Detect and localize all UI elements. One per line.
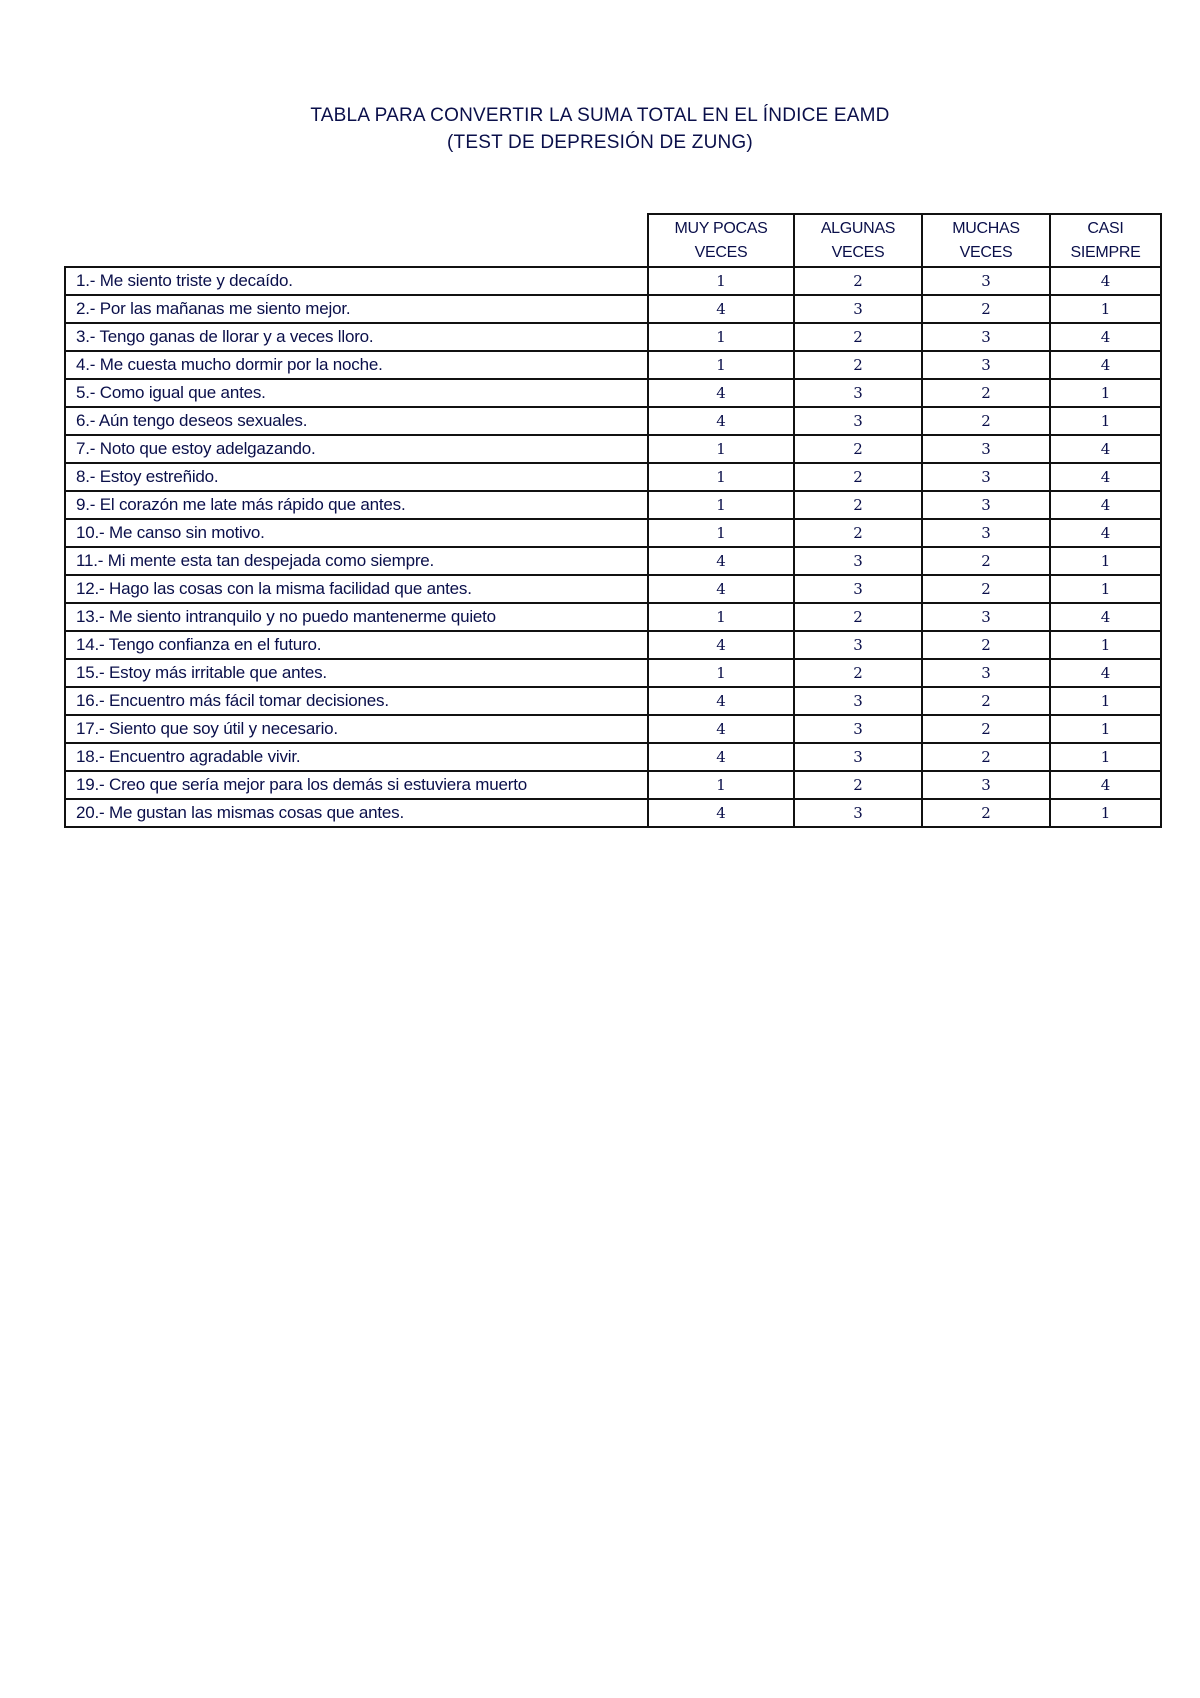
score-cell: 3 <box>794 575 922 603</box>
table-row <box>65 771 1161 799</box>
question-text: 2.- Por las mañanas me siento mejor. <box>65 295 648 323</box>
table-row <box>65 435 1161 463</box>
score-cell: 2 <box>794 491 922 519</box>
question-text: 4.- Me cuesta mucho dormir por la noche. <box>65 351 648 379</box>
header-muy-pocas-veces <box>648 214 794 267</box>
score-cell: 1 <box>1050 379 1161 407</box>
score-cell: 2 <box>922 743 1050 771</box>
score-cell: 3 <box>794 379 922 407</box>
score-cell: 4 <box>1050 771 1161 799</box>
question-text: 15.- Estoy más irritable que antes. <box>65 659 648 687</box>
question-text: 12.- Hago las cosas con la misma facilidad que antes. <box>65 575 648 603</box>
score-cell: 2 <box>922 799 1050 827</box>
score-cell: 1 <box>648 659 794 687</box>
table-row <box>65 743 1161 771</box>
table-row <box>65 323 1161 351</box>
header-line: VECES <box>959 243 1013 261</box>
table-row <box>65 407 1161 435</box>
table-row <box>65 295 1161 323</box>
question-text: 11.- Mi mente esta tan despejada como siempre. <box>65 547 648 575</box>
score-cell: 1 <box>648 463 794 491</box>
score-cell: 2 <box>794 771 922 799</box>
question-text: 9.- El corazón me late más rápido que antes. <box>65 491 648 519</box>
score-cell: 3 <box>794 799 922 827</box>
header-muchas-veces <box>922 214 1050 267</box>
score-cell: 2 <box>922 295 1050 323</box>
score-cell: 2 <box>922 631 1050 659</box>
table-row <box>65 575 1161 603</box>
table-row <box>65 267 1161 295</box>
score-cell: 3 <box>794 547 922 575</box>
score-cell: 1 <box>1050 631 1161 659</box>
table-row <box>65 491 1161 519</box>
score-cell: 1 <box>1050 743 1161 771</box>
score-cell: 4 <box>1050 491 1161 519</box>
score-cell: 4 <box>648 407 794 435</box>
question-text: 17.- Siento que soy útil y necesario. <box>65 715 648 743</box>
header-line: CASI <box>1087 219 1124 237</box>
score-cell: 1 <box>1050 547 1161 575</box>
score-cell: 1 <box>648 435 794 463</box>
score-cell: 2 <box>922 715 1050 743</box>
header-casi-siempre <box>1050 214 1161 267</box>
score-cell: 4 <box>648 295 794 323</box>
score-cell: 3 <box>922 659 1050 687</box>
score-cell: 2 <box>794 519 922 547</box>
score-cell: 4 <box>648 743 794 771</box>
score-cell: 2 <box>794 351 922 379</box>
score-cell: 2 <box>794 659 922 687</box>
table-row <box>65 631 1161 659</box>
score-cell: 3 <box>922 519 1050 547</box>
score-cell: 1 <box>648 323 794 351</box>
score-cell: 3 <box>922 351 1050 379</box>
question-text: 3.- Tengo ganas de llorar y a veces lloro. <box>65 323 648 351</box>
score-cell: 2 <box>922 547 1050 575</box>
score-cell: 4 <box>1050 603 1161 631</box>
question-text: 19.- Creo que sería mejor para los demás si estuviera muerto <box>65 771 648 799</box>
question-text: 14.- Tengo confianza en el futuro. <box>65 631 648 659</box>
score-cell: 1 <box>648 351 794 379</box>
score-cell: 4 <box>648 799 794 827</box>
score-cell: 3 <box>794 295 922 323</box>
question-text: 13.- Me siento intranquilo y no puedo mantenerme quieto <box>65 603 648 631</box>
score-cell: 3 <box>794 631 922 659</box>
score-cell: 4 <box>648 687 794 715</box>
score-cell: 4 <box>1050 323 1161 351</box>
table-row <box>65 519 1161 547</box>
table-body <box>65 267 1161 827</box>
score-cell: 4 <box>648 379 794 407</box>
score-cell: 1 <box>1050 407 1161 435</box>
score-cell: 2 <box>922 379 1050 407</box>
question-text: 10.- Me canso sin motivo. <box>65 519 648 547</box>
table-row <box>65 687 1161 715</box>
score-cell: 4 <box>648 547 794 575</box>
header-line: MUCHAS <box>952 219 1020 237</box>
score-cell: 4 <box>1050 267 1161 295</box>
table-row <box>65 603 1161 631</box>
score-cell: 4 <box>1050 519 1161 547</box>
table-row <box>65 715 1161 743</box>
header-line: VECES <box>831 243 885 261</box>
score-cell: 1 <box>1050 799 1161 827</box>
score-cell: 4 <box>648 575 794 603</box>
question-text: 6.- Aún tengo deseos sexuales. <box>65 407 648 435</box>
table-row <box>65 799 1161 827</box>
score-cell: 1 <box>1050 575 1161 603</box>
title-line-1: TABLA PARA CONVERTIR LA SUMA TOTAL EN EL ÍNDICE EAMD <box>310 105 890 126</box>
table-row <box>65 659 1161 687</box>
table-header-row <box>65 214 1161 267</box>
title-line-2: (TEST DE DEPRESIÓN DE ZUNG) <box>447 132 753 153</box>
score-cell: 1 <box>648 519 794 547</box>
score-cell: 2 <box>794 463 922 491</box>
score-cell: 3 <box>922 435 1050 463</box>
score-cell: 4 <box>648 715 794 743</box>
question-text: 16.- Encuentro más fácil tomar decisiones. <box>65 687 648 715</box>
score-cell: 1 <box>648 771 794 799</box>
score-cell: 4 <box>1050 435 1161 463</box>
page-title <box>0 102 1200 156</box>
score-cell: 2 <box>922 407 1050 435</box>
score-cell: 3 <box>794 743 922 771</box>
score-cell: 3 <box>794 687 922 715</box>
score-cell: 3 <box>922 771 1050 799</box>
table-row <box>65 351 1161 379</box>
table-row <box>65 547 1161 575</box>
zung-conversion-table <box>64 213 1162 828</box>
score-cell: 3 <box>922 603 1050 631</box>
score-cell: 1 <box>648 267 794 295</box>
score-cell: 4 <box>1050 659 1161 687</box>
question-text: 20.- Me gustan las mismas cosas que antes. <box>65 799 648 827</box>
header-line: MUY POCAS <box>674 219 768 237</box>
header-line: SIEMPRE <box>1070 243 1141 261</box>
header-line: ALGUNAS <box>820 219 896 237</box>
score-cell: 1 <box>648 603 794 631</box>
score-cell: 2 <box>922 575 1050 603</box>
score-cell: 3 <box>922 267 1050 295</box>
score-cell: 2 <box>794 323 922 351</box>
score-cell: 4 <box>648 631 794 659</box>
score-cell: 1 <box>1050 295 1161 323</box>
score-cell: 3 <box>922 491 1050 519</box>
score-cell: 4 <box>1050 351 1161 379</box>
score-cell: 3 <box>794 407 922 435</box>
header-blank-cell <box>65 214 648 267</box>
header-line: VECES <box>694 243 748 261</box>
question-text: 7.- Noto que estoy adelgazando. <box>65 435 648 463</box>
score-cell: 1 <box>1050 715 1161 743</box>
score-cell: 3 <box>922 463 1050 491</box>
question-text: 18.- Encuentro agradable vivir. <box>65 743 648 771</box>
score-cell: 2 <box>794 435 922 463</box>
score-cell: 3 <box>794 715 922 743</box>
score-cell: 1 <box>648 491 794 519</box>
score-cell: 4 <box>1050 463 1161 491</box>
score-cell: 1 <box>1050 687 1161 715</box>
question-text: 5.- Como igual que antes. <box>65 379 648 407</box>
question-text: 1.- Me siento triste y decaído. <box>65 267 648 295</box>
table-row <box>65 379 1161 407</box>
header-algunas-veces <box>794 214 922 267</box>
score-cell: 2 <box>794 267 922 295</box>
table-row <box>65 463 1161 491</box>
score-cell: 2 <box>922 687 1050 715</box>
score-cell: 3 <box>922 323 1050 351</box>
question-text: 8.- Estoy estreñido. <box>65 463 648 491</box>
score-cell: 2 <box>794 603 922 631</box>
